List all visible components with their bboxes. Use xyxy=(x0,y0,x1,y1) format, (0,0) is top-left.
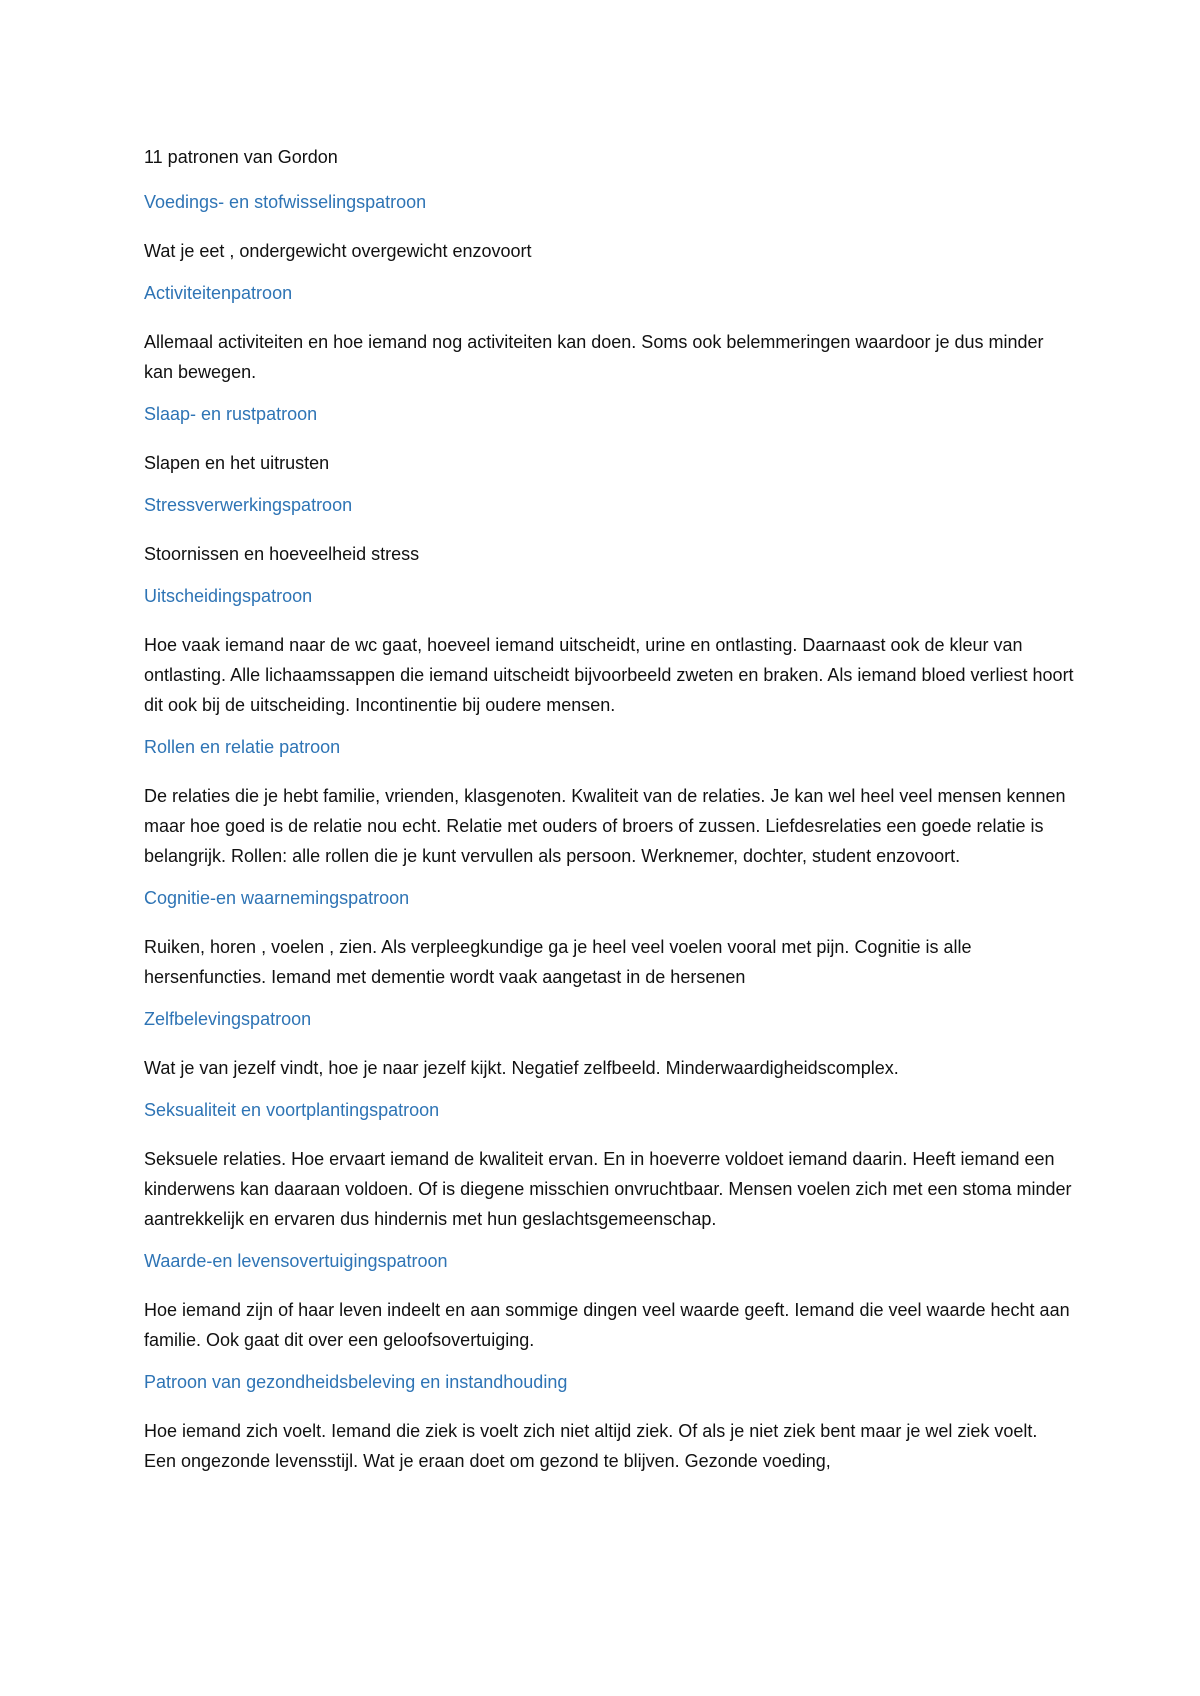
document-title: 11 patronen van Gordon xyxy=(144,147,338,167)
section-body-stress: Stoornissen en hoeveelheid stress xyxy=(144,544,420,564)
section-body-gezondheid: Hoe iemand zich voelt. Iemand die ziek is voelt zich niet altijd ziek. Of als je niet ziek bent maar je wel ziek voelt. Een ongezonde levensstijl. Wat je eraan doet om gezond te blijven. Gezonde voeding, xyxy=(144,1421,1038,1471)
section-heading-zelfbeleving: Zelfbelevingspatroon xyxy=(144,1009,312,1029)
section-heading-voeding: Voedings- en stofwisselingspatroon xyxy=(144,192,427,212)
section-heading-activiteiten: Activiteitenpatroon xyxy=(144,283,293,303)
section-body-voeding: Wat je eet , ondergewicht overgewicht enzovoort xyxy=(144,241,532,261)
section-heading-cognitie: Cognitie-en waarnemingspatroon xyxy=(144,888,410,908)
section-heading-stress: Stressverwerkingspatroon xyxy=(144,495,353,515)
document-page xyxy=(144,146,1074,1492)
section-body-rollen: De relaties die je hebt familie, vrienden, klasgenoten. Kwaliteit van de relaties. Je kan wel heel veel mensen kennen maar hoe goed is de relatie nou echt. Relatie met ouders of broers of zussen. Liefdesrelaties een goede relatie is belangrijk. Rollen: alle rollen die je kunt vervullen als persoon. Werknemer, dochter, student enzovoort. xyxy=(144,786,1066,866)
section-body-uitscheiding: Hoe vaak iemand naar de wc gaat, hoeveel iemand uitscheidt, urine en ontlasting. Daarnaast ook de kleur van ontlasting. Alle lichaamssappen die iemand uitscheidt bijvoorbeeld zweten en braken. Als iemand bloed verliest hoort dit ook bij de uitscheiding. Incontinentie bij oudere mensen. xyxy=(144,635,1074,715)
section-heading-waarde: Waarde-en levensovertuigingspatroon xyxy=(144,1251,448,1271)
section-body-seksualiteit: Seksuele relaties. Hoe ervaart iemand de kwaliteit ervan. En in hoeverre voldoet iemand daarin. Heeft iemand een kinderwens kan daaraan voldoen. Of is diegene misschien onvruchtbaar. Mensen voelen zich met een stoma minder aantrekkelijk en ervaren dus hindernis met hun geslachtsgemeenschap. xyxy=(144,1149,1072,1229)
section-heading-uitscheiding: Uitscheidingspatroon xyxy=(144,586,313,606)
section-heading-gezondheid: Patroon van gezondheidsbeleving en instandhouding xyxy=(144,1372,568,1392)
section-body-cognitie: Ruiken, horen , voelen , zien. Als verpleegkundige ga je heel veel voelen vooral met pijn. Cognitie is alle hersenfuncties. Iemand met dementie wordt vaak aangetast in de hersenen xyxy=(144,937,972,987)
section-heading-slaap: Slaap- en rustpatroon xyxy=(144,404,318,424)
section-heading-rollen: Rollen en relatie patroon xyxy=(144,737,341,757)
section-body-activiteiten: Allemaal activiteiten en hoe iemand nog activiteiten kan doen. Soms ook belemmeringen waardoor je dus minder kan bewegen. xyxy=(144,332,1044,382)
section-body-slaap: Slapen en het uitrusten xyxy=(144,453,330,473)
section-heading-seksualiteit: Seksualiteit en voortplantingspatroon xyxy=(144,1100,440,1120)
section-body-zelfbeleving: Wat je van jezelf vindt, hoe je naar jezelf kijkt. Negatief zelfbeeld. Minderwaardigheidscomplex. xyxy=(144,1058,899,1078)
section-body-waarde: Hoe iemand zijn of haar leven indeelt en aan sommige dingen veel waarde geeft. Iemand die veel waarde hecht aan familie. Ook gaat dit over een geloofsovertuiging. xyxy=(144,1300,1070,1350)
